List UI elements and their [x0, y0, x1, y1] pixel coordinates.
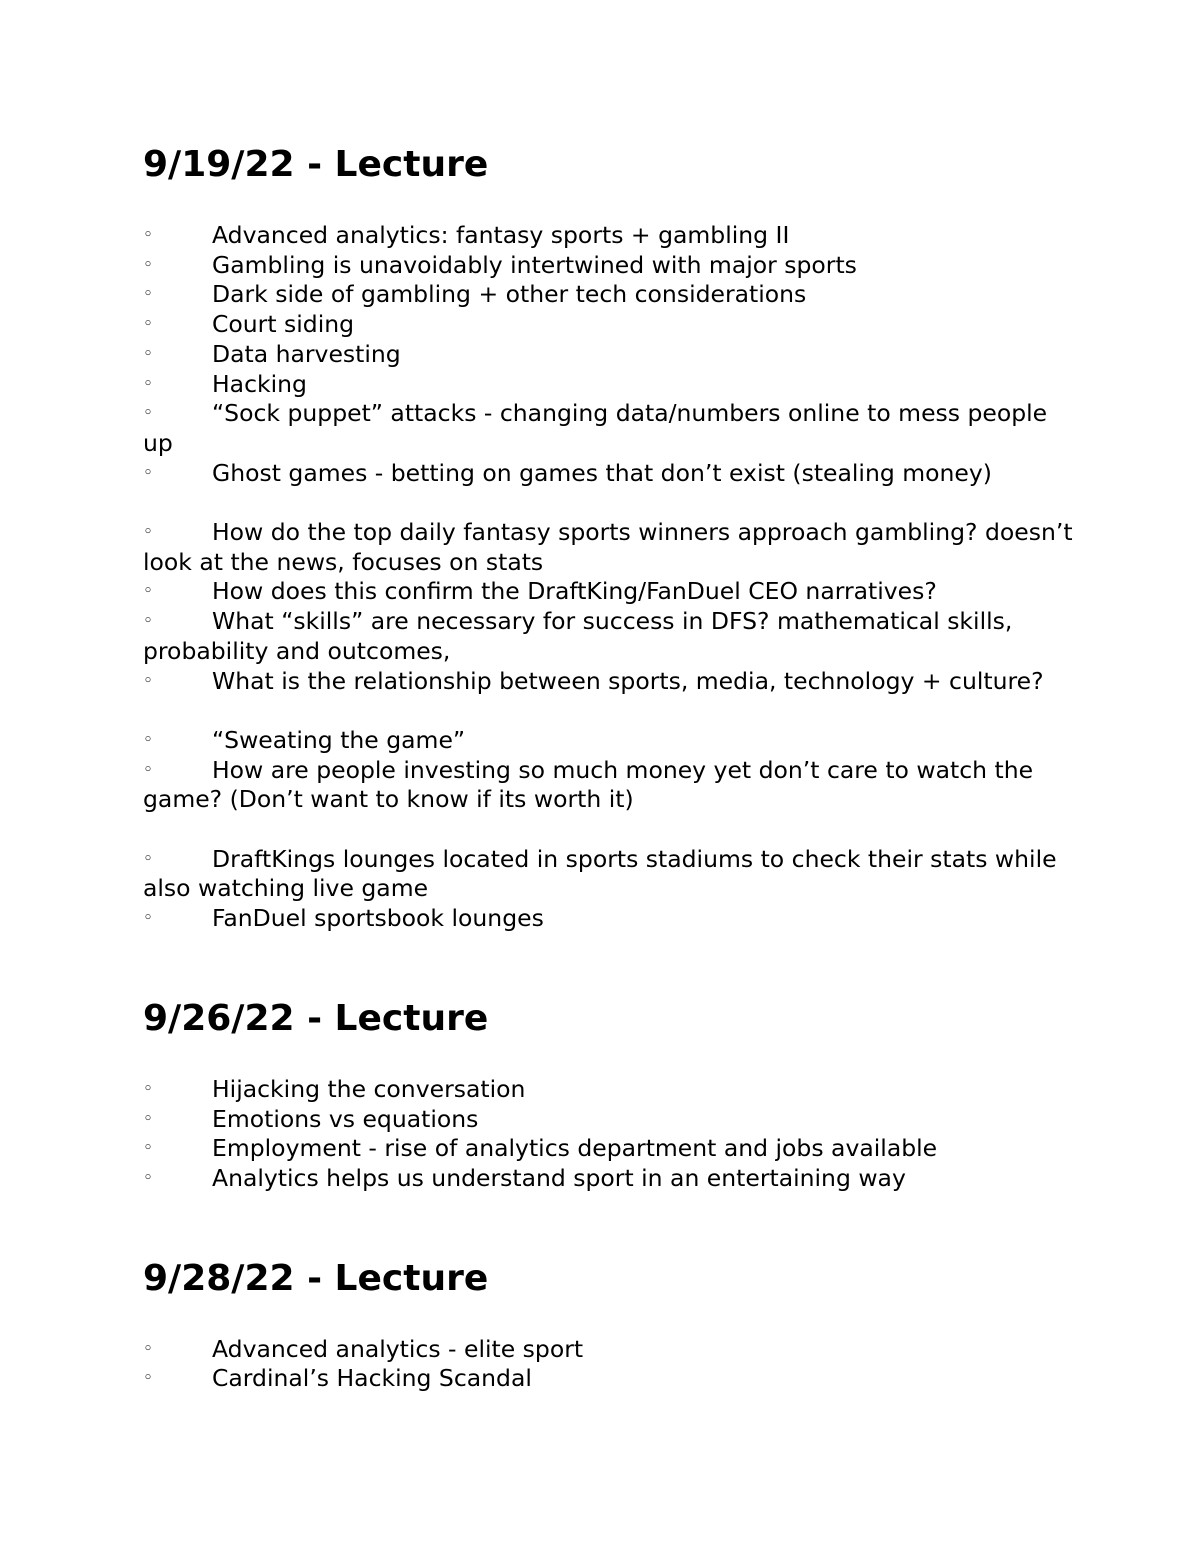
section-heading-0928: 9/28/22 - Lecture — [143, 1257, 489, 1299]
list-item-text: Advanced analytics - elite sport — [212, 1334, 584, 1363]
list-item — [143, 1164, 1073, 1194]
bullet-list-0926 — [143, 1075, 1073, 1194]
bullet-icon: ◦ — [143, 1368, 154, 1389]
bullet-icon: ◦ — [143, 1108, 154, 1129]
list-item-text: Gambling is unavoidably intertwined with major sports — [212, 250, 857, 279]
bullet-icon: ◦ — [143, 314, 154, 335]
spacer — [143, 192, 1073, 221]
spacer — [143, 1194, 1073, 1252]
list-item-text: Analytics helps us understand sport in an entertaining way — [212, 1163, 906, 1192]
list-item-text: Court siding — [212, 310, 355, 339]
list-item — [143, 1134, 1073, 1164]
list-item — [143, 845, 1073, 904]
bullet-icon: ◦ — [143, 1167, 154, 1188]
list-item — [143, 310, 1073, 340]
list-item-text: How do the top daily fantasy sports winners approach gambling? doesn’t look at the news, focuses on stats — [143, 518, 1073, 576]
list-item-text: Cardinal’s Hacking Scandal — [212, 1364, 532, 1393]
list-item-text: Emotions vs equations — [212, 1104, 479, 1133]
blank-line — [143, 488, 1073, 518]
bullet-icon: ◦ — [143, 1138, 154, 1159]
list-item — [143, 280, 1073, 310]
section-heading-0919: 9/19/22 - Lecture — [143, 144, 489, 185]
bullet-icon: ◦ — [143, 848, 154, 869]
list-item-text: Employment - rise of analytics department and jobs available — [212, 1134, 938, 1163]
bullet-icon: ◦ — [143, 403, 154, 424]
list-item — [143, 340, 1073, 370]
bullet-icon: ◦ — [143, 1338, 154, 1359]
list-item — [143, 370, 1073, 400]
list-item-text: How are people investing so much money yet don’t care to watch the game? (Don’t want to know if its worth it) — [143, 755, 1034, 814]
bullet-icon: ◦ — [143, 254, 154, 275]
bullet-icon: ◦ — [143, 908, 154, 929]
list-item-text: Dark side of gambling + other tech considerations — [212, 280, 807, 309]
bullet-icon: ◦ — [143, 581, 154, 602]
bullet-icon: ◦ — [143, 729, 154, 750]
list-item-text: “Sock puppet” attacks - changing data/numbers online to mess people up — [143, 399, 1048, 457]
list-item — [143, 459, 1073, 489]
spacer — [143, 934, 1073, 992]
list-item-text: Advanced analytics: fantasy sports + gambling II — [212, 221, 790, 249]
list-item — [143, 399, 1073, 458]
list-item — [143, 1075, 1073, 1105]
document-page — [143, 138, 1073, 1394]
list-item-text: Ghost games - betting on games that don’t exist (stealing money) — [212, 458, 992, 487]
blank-line — [143, 696, 1073, 726]
list-item-text: Hacking — [212, 369, 307, 398]
blank-line — [143, 815, 1073, 845]
list-item — [143, 518, 1073, 577]
list-item-text: What “skills” are necessary for success in DFS? mathematical skills, probability and outcomes, — [143, 607, 1013, 665]
list-item — [143, 904, 1073, 934]
list-item-text: FanDuel sportsbook lounges — [212, 904, 544, 933]
list-item-text: What is the relationship between sports, media, technology + culture? — [212, 666, 1044, 695]
bullet-icon: ◦ — [143, 284, 154, 305]
bullet-icon: ◦ — [143, 225, 154, 245]
list-item — [143, 667, 1073, 697]
list-item — [143, 221, 1073, 251]
bullet-icon: ◦ — [143, 670, 154, 691]
bullet-icon: ◦ — [143, 373, 154, 394]
spacer — [143, 1046, 1073, 1075]
list-item-text: DraftKings lounges located in sports stadiums to check their stats while also watching live game — [143, 844, 1057, 903]
list-item — [143, 1335, 1073, 1365]
bullet-icon: ◦ — [143, 611, 154, 632]
spacer — [143, 1306, 1073, 1335]
bullet-icon: ◦ — [143, 462, 154, 483]
list-item-text: Hijacking the conversation — [212, 1074, 526, 1103]
bullet-icon: ◦ — [143, 759, 154, 780]
list-item — [143, 251, 1073, 281]
bullet-icon: ◦ — [143, 522, 154, 543]
bullet-list-0928 — [143, 1335, 1073, 1394]
list-item-text: How does this confirm the DraftKing/FanDuel CEO narratives? — [212, 577, 937, 606]
list-item — [143, 756, 1073, 815]
list-item — [143, 1364, 1073, 1394]
bullet-list-0919 — [143, 221, 1073, 934]
list-item — [143, 607, 1073, 666]
list-item-text: “Sweating the game” — [212, 725, 466, 754]
bullet-icon: ◦ — [143, 343, 154, 364]
list-item — [143, 577, 1073, 607]
list-item-text: Data harvesting — [212, 339, 401, 368]
list-item — [143, 1105, 1073, 1135]
list-item — [143, 726, 1073, 756]
section-heading-0926: 9/26/22 - Lecture — [143, 997, 489, 1039]
bullet-icon: ◦ — [143, 1078, 154, 1099]
